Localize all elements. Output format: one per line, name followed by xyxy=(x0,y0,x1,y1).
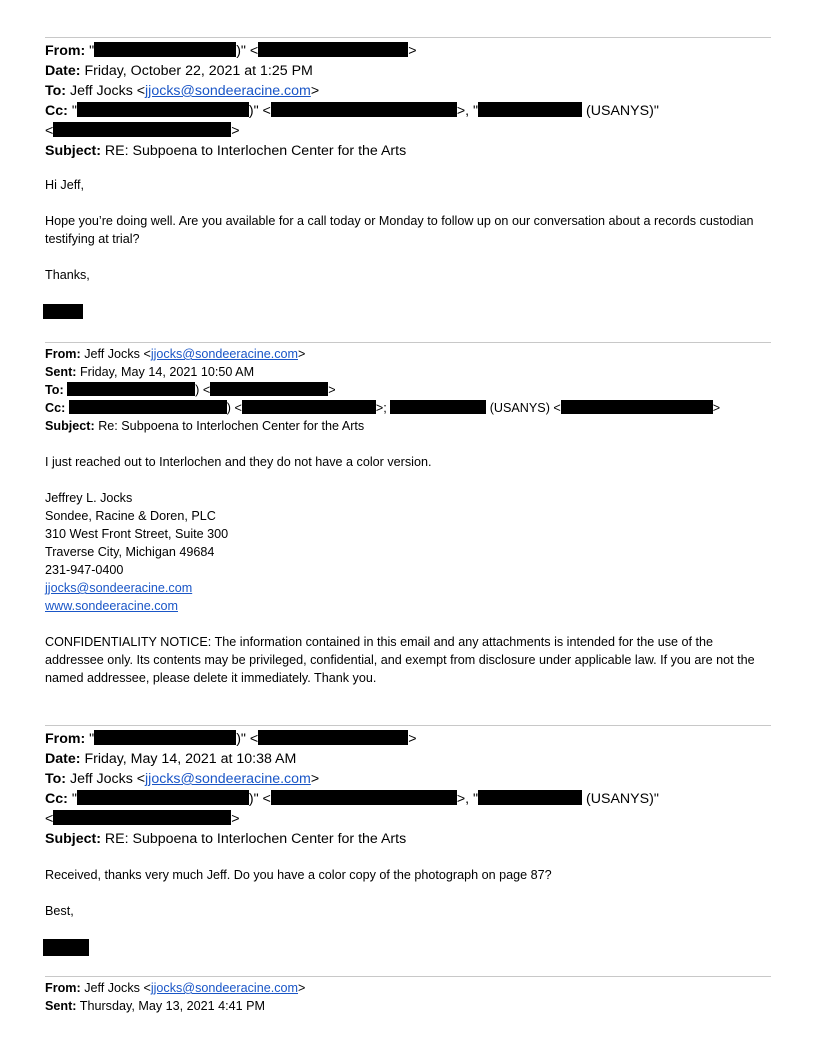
cc-org: (USANYS)" xyxy=(586,791,659,807)
email-1-date xyxy=(45,61,771,81)
date-value: Friday, May 14, 2021 at 10:38 AM xyxy=(84,751,297,767)
sent-label: Sent: xyxy=(45,999,77,1013)
from-name: Jeff Jocks xyxy=(84,347,140,361)
redaction xyxy=(69,400,227,414)
redaction xyxy=(390,400,486,414)
redaction xyxy=(94,730,236,745)
separator-3 xyxy=(45,725,771,726)
sent-value: Thursday, May 13, 2021 4:41 PM xyxy=(79,999,266,1013)
email-3-subject xyxy=(45,829,771,849)
redaction xyxy=(478,102,582,117)
email-1-cc: Cc: " )" < >, " (USANYS)" xyxy=(45,103,659,119)
signature-redaction xyxy=(43,304,83,319)
from-label: From: xyxy=(45,43,86,59)
email-1-body xyxy=(45,176,771,284)
email-2-header xyxy=(45,345,771,435)
confidentiality-notice: CONFIDENTIALITY NOTICE: The information contained in this email and any attachments is intended for the use of the addressee only. Its contents may be privileged, confidential, and exempt from disclosure under applicable law. If you are not the named addressee, please delete it immediately. Thank you. xyxy=(45,635,755,685)
email-2-sent xyxy=(45,363,771,381)
email-3-header xyxy=(45,729,771,849)
from-name: Jeff Jocks xyxy=(84,981,140,995)
email-3-date xyxy=(45,749,771,769)
signature-address-2: Traverse City, Michigan 49684 xyxy=(45,545,215,559)
redaction xyxy=(94,42,236,57)
email-3-cc: Cc: " )" < >, " (USANYS)" xyxy=(45,791,659,807)
redaction xyxy=(77,790,249,805)
signature-website-link[interactable]: www.sondeeracine.com xyxy=(45,599,178,613)
redaction xyxy=(478,790,582,805)
to-name: Jeff Jocks xyxy=(69,771,133,787)
from-label: From: xyxy=(45,347,81,361)
email-4-from: From: Jeff Jocks <jjocks@sondeeracine.com> xyxy=(45,981,306,995)
subject-label: Subject: xyxy=(45,419,95,433)
date-value: Friday, October 22, 2021 at 1:25 PM xyxy=(84,63,313,79)
to-name: Jeff Jocks xyxy=(69,83,133,99)
signature-phone: 231-947-0400 xyxy=(45,563,124,577)
email-4-sent xyxy=(45,997,771,1015)
redaction xyxy=(258,730,408,745)
email-4-header xyxy=(45,979,771,1015)
email-1-cc-cont: < > xyxy=(45,123,240,139)
redaction xyxy=(210,382,328,396)
to-label: To: xyxy=(45,383,64,397)
redaction xyxy=(77,102,249,117)
signature-name: Jeffrey L. Jocks xyxy=(45,491,133,505)
signoff: Best, xyxy=(45,904,74,918)
from-label: From: xyxy=(45,731,86,747)
to-label: To: xyxy=(45,771,67,787)
date-label: Date: xyxy=(45,63,81,79)
redaction xyxy=(53,810,231,825)
cc-label: Cc: xyxy=(45,103,68,119)
cc-org: (USANYS) xyxy=(489,401,550,415)
to-email-link[interactable]: jjocks@sondeeracine.com xyxy=(145,83,311,99)
email-2-to: To: ) < > xyxy=(45,383,336,397)
email-2-from: From: Jeff Jocks <jjocks@sondeeracine.com> xyxy=(45,347,306,361)
cc-label: Cc: xyxy=(45,401,66,415)
to-email-link[interactable]: jjocks@sondeeracine.com xyxy=(145,771,311,787)
email-2-subject xyxy=(45,417,771,435)
signature-redaction xyxy=(43,939,89,956)
sent-value: Friday, May 14, 2021 10:50 AM xyxy=(79,365,255,379)
date-label: Date: xyxy=(45,751,81,767)
email-3-to: To: Jeff Jocks <jjocks@sondeeracine.com> xyxy=(45,771,320,787)
signoff: Thanks, xyxy=(45,268,90,282)
cc-label: Cc: xyxy=(45,791,68,807)
from-label: From: xyxy=(45,981,81,995)
subject-value: RE: Subpoena to Interlochen Center for the Arts xyxy=(104,831,407,847)
subject-label: Subject: xyxy=(45,143,101,159)
redaction xyxy=(242,400,376,414)
email-1-from: From: " )" < > xyxy=(45,43,417,59)
signature-block xyxy=(45,489,771,615)
from-email-link[interactable]: jjocks@sondeeracine.com xyxy=(150,347,298,361)
greeting: Hi Jeff, xyxy=(45,178,84,192)
email-1-to: To: Jeff Jocks <jjocks@sondeeracine.com> xyxy=(45,83,320,99)
signature-firm: Sondee, Racine & Doren, PLC xyxy=(45,509,216,523)
separator-2 xyxy=(45,342,771,343)
redaction xyxy=(271,102,457,117)
email-3-from: From: " )" < > xyxy=(45,731,417,747)
email-2-body xyxy=(45,453,771,687)
email-1-subject xyxy=(45,141,771,161)
redaction xyxy=(258,42,408,57)
email-1-header xyxy=(45,41,771,161)
email-3-cc-cont: < > xyxy=(45,811,240,827)
cc-org: (USANYS)" xyxy=(586,103,659,119)
email-2-cc: Cc: ) < >; (USANYS) < > xyxy=(45,401,721,415)
body-text: Hope you’re doing well. Are you available for a call today or Monday to follow up on our conversation about a records custodian testifying at trial? xyxy=(45,214,754,246)
subject-value: Re: Subpoena to Interlochen Center for the Arts xyxy=(98,419,365,433)
redaction xyxy=(67,382,195,396)
subject-value: RE: Subpoena to Interlochen Center for the Arts xyxy=(104,143,407,159)
separator-4 xyxy=(45,976,771,977)
redaction xyxy=(53,122,231,137)
separator-1 xyxy=(45,37,771,38)
signature-address-1: 310 West Front Street, Suite 300 xyxy=(45,527,229,541)
redaction xyxy=(271,790,457,805)
email-3-body xyxy=(45,866,771,920)
body-text: Received, thanks very much Jeff. Do you have a color copy of the photograph on page 87? xyxy=(45,868,552,882)
signature-email-link[interactable]: jjocks@sondeeracine.com xyxy=(45,581,193,595)
subject-label: Subject: xyxy=(45,831,101,847)
from-email-link[interactable]: jjocks@sondeeracine.com xyxy=(150,981,298,995)
sent-label: Sent: xyxy=(45,365,77,379)
to-label: To: xyxy=(45,83,67,99)
redaction xyxy=(561,400,713,414)
body-text: I just reached out to Interlochen and they do not have a color version. xyxy=(45,455,432,469)
